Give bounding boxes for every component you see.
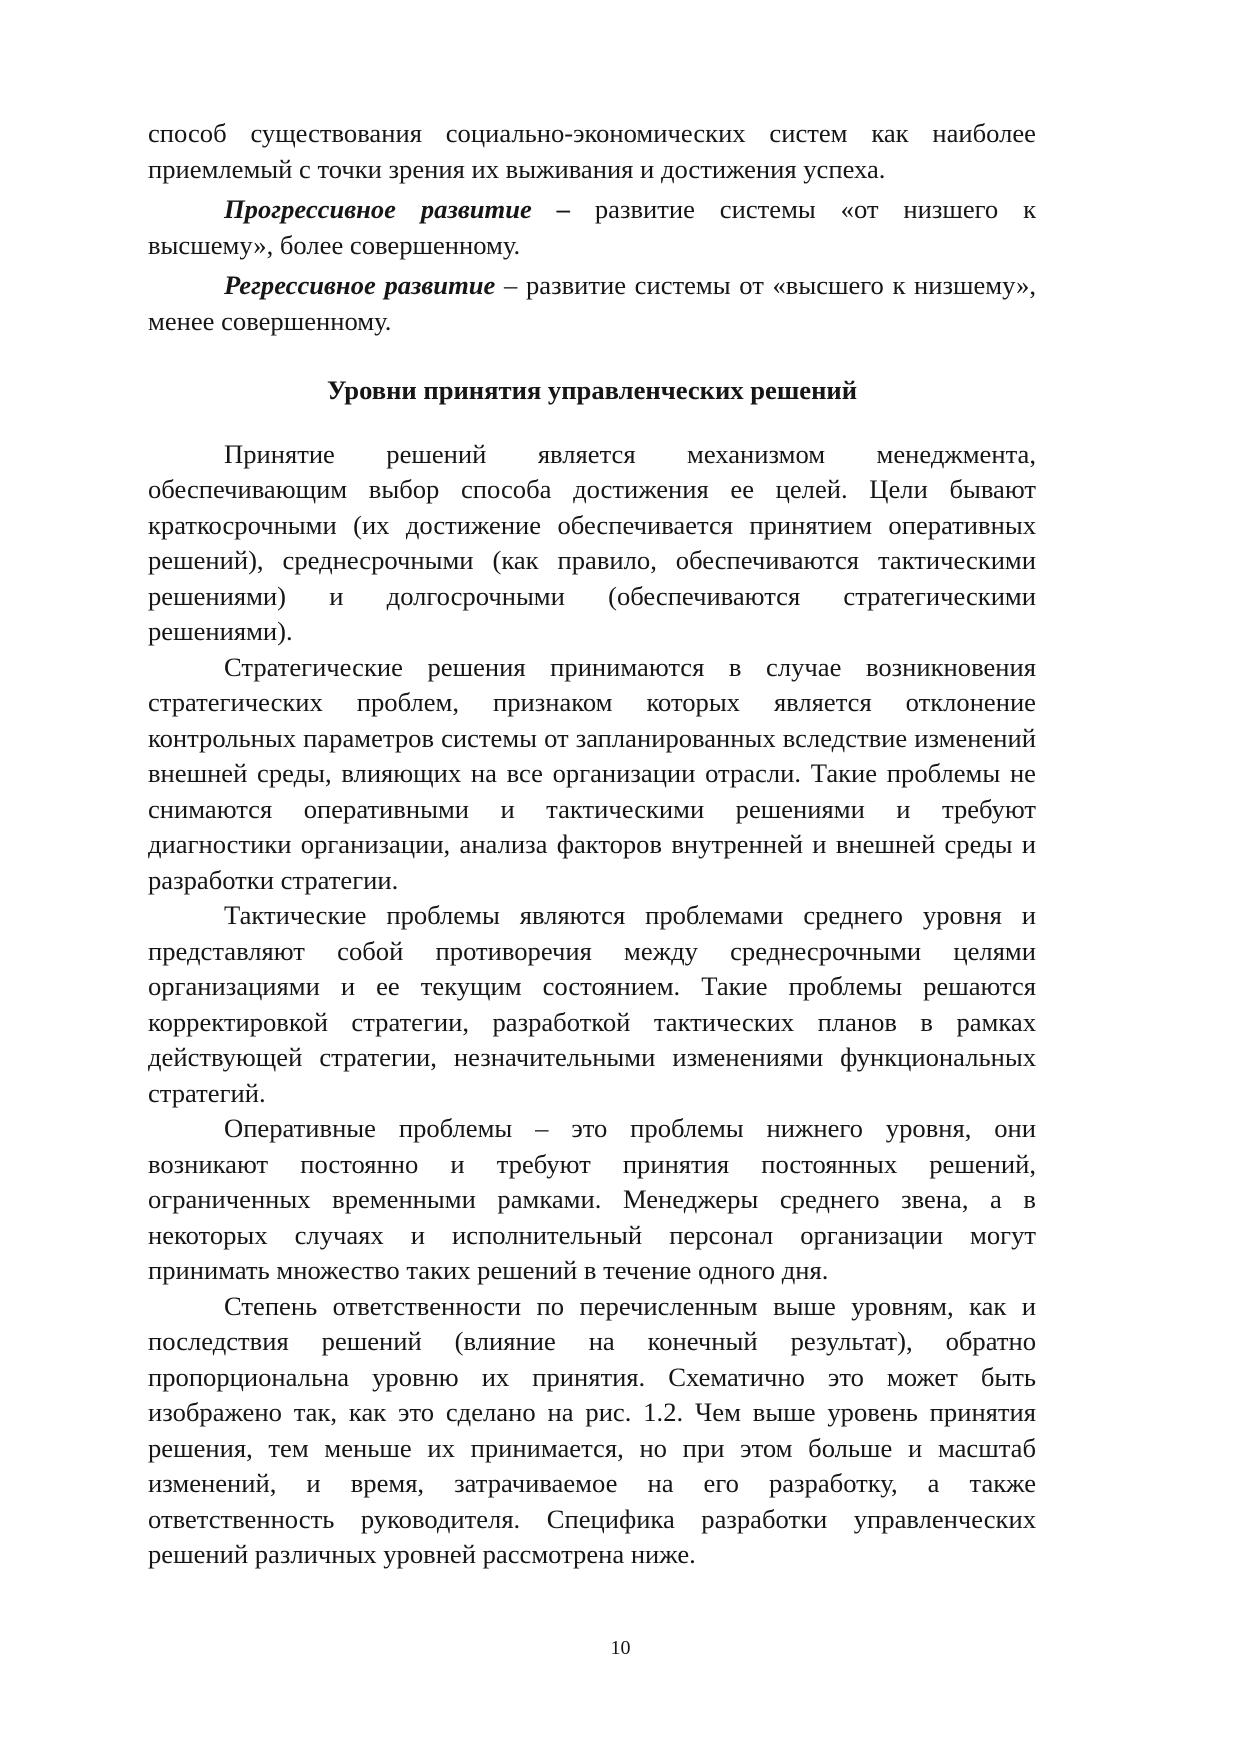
term-regressive: Регрессивное развитие <box>224 270 496 300</box>
page-number: 10 <box>610 1637 631 1659</box>
term-progressive: Прогрессивное развитие <box>224 194 532 224</box>
definition-dash: – <box>531 194 595 224</box>
body-paragraph: Степень ответственности по перечисленным выше уровням, как и последствия решений (влияние на конечный результат), обратно пропорциональна уровню их принятия. Схематично это может быть изображено так, как это сделано на рис. 1.2. Чем выше уровень принятия решения, тем меньше их принимается, но при этом больше и масштаб изменений, и время, затрачиваемое на его разработку, а также ответственность руководителя. Специфика разработки управленческих решений различных уровней рассмотрена ниже. <box>148 1290 1036 1569</box>
body-paragraph: Оперативные проблемы – это проблемы нижнего уровня, они возникают постоянно и требуют принятия постоянных решений, ограниченных временными рамками. Менеджеры среднего звена, а в некоторых случаях и исполнительный персонал организации могут принимать множество таких решений в течение одного дня. <box>148 1113 1036 1285</box>
section-heading: Уровни принятия управленческих решений <box>326 375 858 405</box>
definition-text: развитие системы «от низшего к высшему», более совершенному. <box>148 194 1037 260</box>
body-paragraph: Тактические проблемы являются проблемами среднего уровня и представляют собой противоречия между среднесрочными целями организациями и ее текущим состоянием. Такие проблемы решаются корректировкой стратегии, разработкой тактических планов в рамках действующей стратегии, незначительными изменениями функциональных стратегий. <box>148 900 1036 1108</box>
definition-regressive <box>148 268 1036 339</box>
paragraph-continuation: способ существования социально-экономических систем как наиболее приемлемый с точки зрения их выживания и достижения успеха. <box>148 118 1036 184</box>
definition-text: развитие системы от «высшего к низшему», менее совершенному. <box>148 270 1037 336</box>
document-page <box>148 116 1036 1573</box>
definition-progressive <box>148 192 1036 263</box>
body-paragraph: Стратегические решения принимаются в случае возникновения стратегических проблем, признаком которых является отклонение контрольных параметров системы от запланированных вследствие изменений внешней среды, влияющих на все организации отрасли. Такие проблемы не снимаются оперативными и тактическими решениями и требуют диагностики организации, анализа факторов внутренней и внешней среды и разработки стратегии. <box>148 651 1036 895</box>
definition-dash: – <box>495 270 526 300</box>
body-paragraph: Принятие решений является механизмом менеджмента, обеспечивающим выбор способа достижения ее целей. Цели бывают краткосрочными (их достижение обеспечивается принятием оперативных решений), среднесрочными (как правило, обеспечиваются тактическими решениями) и долгосрочными (обеспечиваются стратегическими решениями). <box>148 438 1036 646</box>
